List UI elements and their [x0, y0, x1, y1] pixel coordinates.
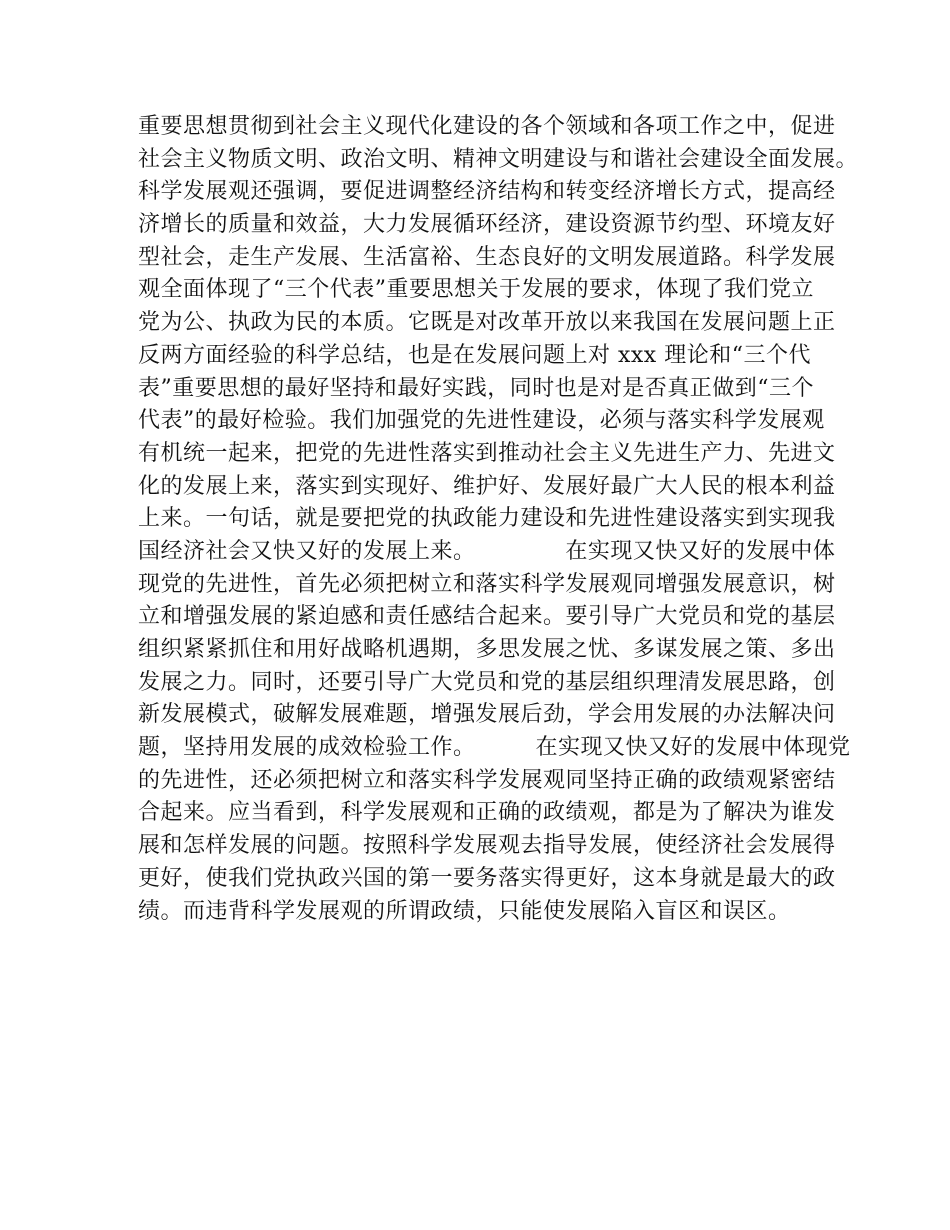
text-line: 合起来。应当看到，科学发展观和正确的政绩观，都是为了解决为谁发	[138, 800, 836, 826]
text-line: 国经济社会又快又好的发展上来。 在实现又快又好的发展中体	[138, 538, 836, 564]
text-line: 反两方面经验的科学总结，也是在发展问题上对 xxx 理论和“三个代	[138, 342, 811, 368]
text-line: 重要思想贯彻到社会主义现代化建设的各个领域和各项工作之中，促进	[138, 114, 836, 139]
text-line: 上来。一句话，就是要把党的执政能力建设和先进性建设落实到实现我	[138, 506, 836, 532]
text-line: 观全面体现了“三个代表”重要思想关于发展的要求，体现了我们党立	[138, 277, 814, 303]
text-line: 党为公、执政为民的本质。它既是对改革开放以来我国在发展问题上正	[138, 310, 836, 336]
text-line: 立和增强发展的紧迫感和责任感结合起来。要引导广大党员和党的基层	[138, 604, 836, 630]
text-line: 济增长的质量和效益，大力发展循环经济，建设资源节约型、环境友好	[138, 212, 836, 238]
text-line: 有机统一起来，把党的先进性落实到推动社会主义先进生产力、先进文	[138, 440, 836, 466]
text-line: 的先进性，还必须把树立和落实科学发展观同坚持正确的政绩观紧密结	[138, 767, 836, 793]
text-line: 型社会，走生产发展、生活富裕、生态良好的文明发展道路。科学发展	[138, 244, 836, 270]
text-line: 组织紧紧抓住和用好战略机遇期，多思发展之忧、多谋发展之策、多出	[138, 637, 836, 662]
text-line: 展和怎样发展的问题。按照科学发展观去指导发展，使经济社会发展得	[138, 833, 836, 859]
text-line: 新发展模式，破解发展难题，增强发展后劲，学会用发展的办法解决问	[138, 702, 836, 728]
text-line: 科学发展观还强调，要促进调整经济结构和转变经济增长方式，提高经	[138, 179, 836, 205]
text-line: 更好，使我们党执政兴国的第一要务落实得更好，这本身就是最大的政	[138, 865, 836, 891]
text-line: 代表”的最好检验。我们加强党的先进性建设，必须与落实科学发展观	[138, 408, 825, 434]
text-line: 现党的先进性，首先必须把树立和落实科学发展观同增强发展意识，树	[138, 571, 836, 597]
text-line: 表”重要思想的最好坚持和最好实践，同时也是对是否真正做到“三个	[138, 375, 814, 401]
text-line: 绩。而违背科学发展观的所谓政绩，只能使发展陷入盲区和误区。	[138, 898, 791, 924]
text-line: 化的发展上来，落实到实现好、维护好、发展好最广大人民的根本利益	[138, 473, 836, 499]
body-paragraph	[138, 111, 859, 928]
text-line: 发展之力。同时，还要引导广大党员和党的基层组织理清发展思路，创	[138, 669, 836, 695]
text-line: 社会主义物质文明、政治文明、精神文明建设与和谐社会建设全面发展。	[138, 146, 859, 172]
text-line: 题，坚持用发展的成效检验工作。 在实现又快又好的发展中体现党	[138, 735, 851, 761]
